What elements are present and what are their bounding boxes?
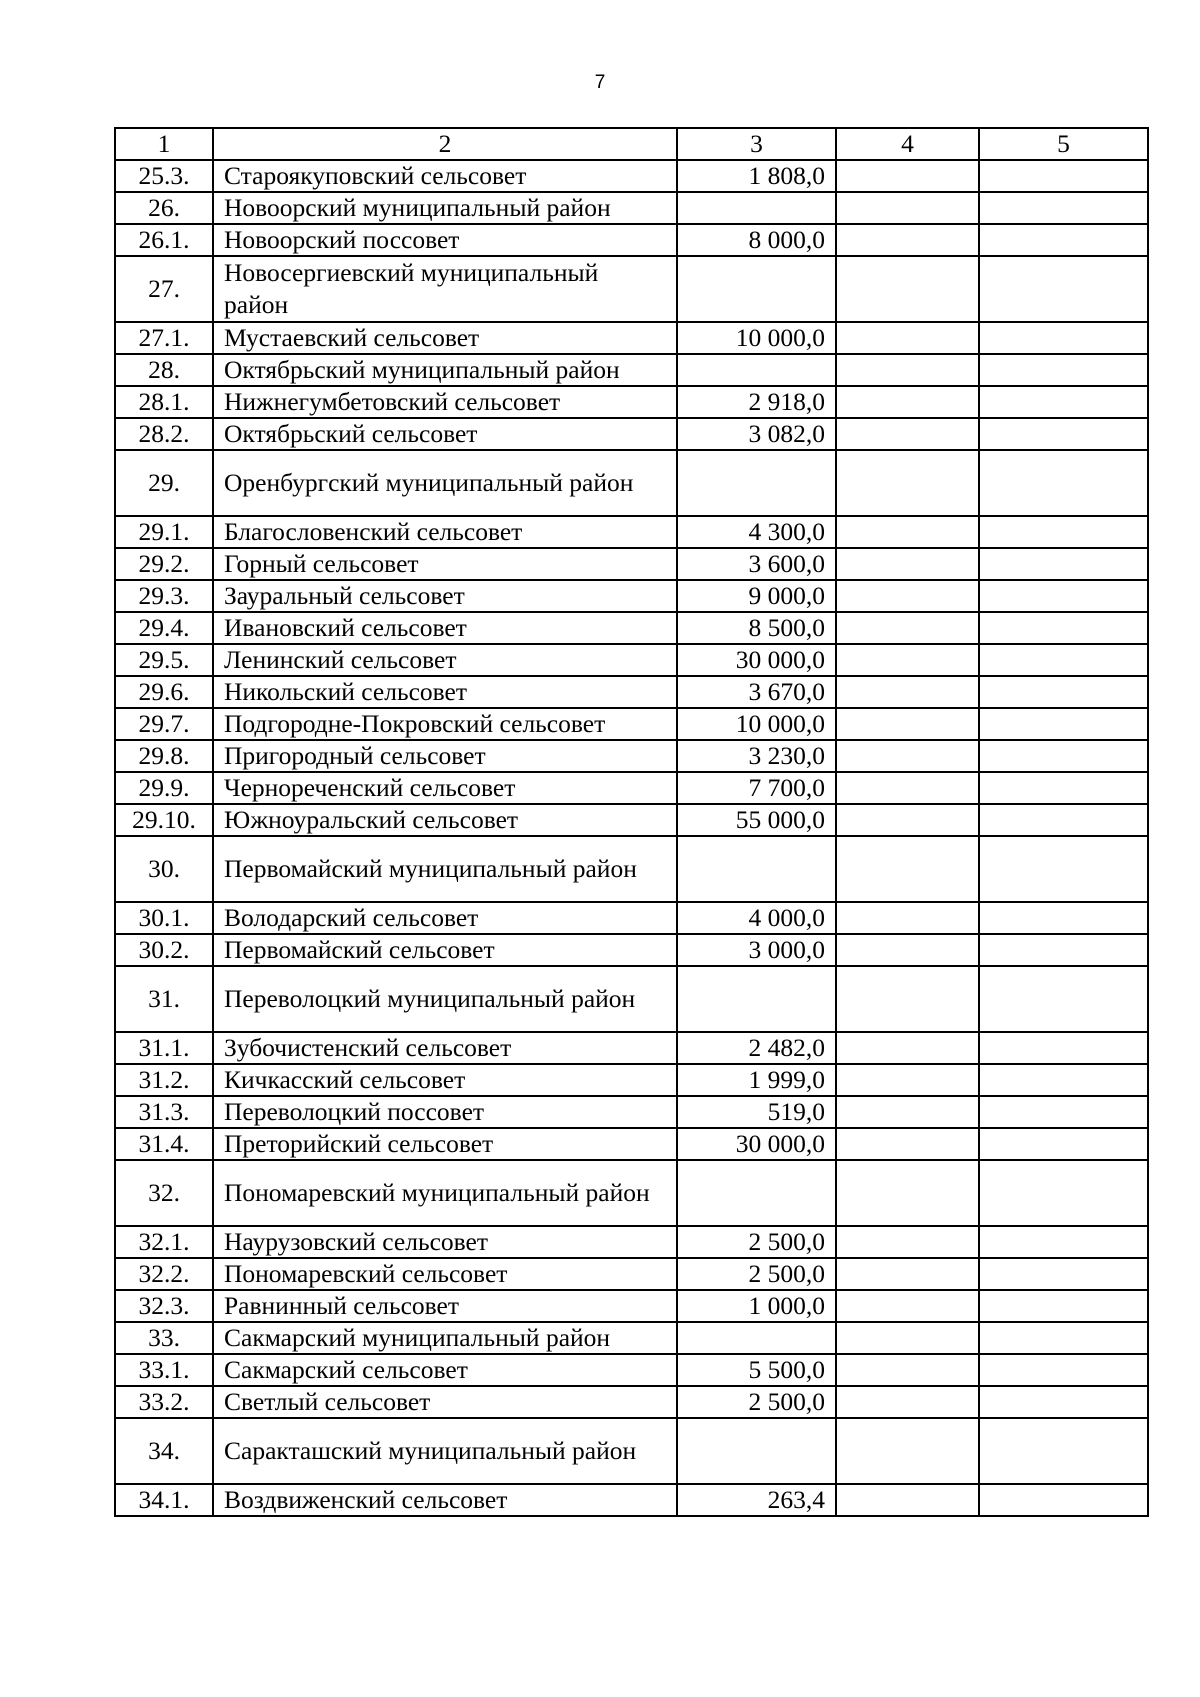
row-number-cell: 31.3. [115, 1096, 213, 1128]
table-row [115, 772, 1148, 804]
row-name-cell: Воздвиженский сельсовет [213, 1484, 677, 1516]
row-name-cell: Оренбургский муниципальный район [213, 450, 677, 516]
row-value-cell: 10 000,0 [677, 708, 836, 740]
row-number-cell: 30.2. [115, 934, 213, 966]
row-value-cell: 30 000,0 [677, 1128, 836, 1160]
table-row [115, 804, 1148, 836]
row-number-cell: 29.4. [115, 612, 213, 644]
row-col5-cell [979, 1418, 1148, 1484]
row-name-cell: Первомайский сельсовет [213, 934, 677, 966]
row-col4-cell [836, 224, 979, 256]
row-col5-cell [979, 322, 1148, 354]
row-value-cell: 9 000,0 [677, 580, 836, 612]
row-col4-cell [836, 836, 979, 902]
table-row [115, 1290, 1148, 1322]
table-row [115, 644, 1148, 676]
row-name-cell: Чернореченский сельсовет [213, 772, 677, 804]
table-row [115, 354, 1148, 386]
row-number-cell: 34.1. [115, 1484, 213, 1516]
row-col4-cell [836, 676, 979, 708]
row-value-cell: 2 500,0 [677, 1386, 836, 1418]
table-row [115, 418, 1148, 450]
row-col5-cell [979, 902, 1148, 934]
row-value-cell: 519,0 [677, 1096, 836, 1128]
row-name-cell: Мустаевский сельсовет [213, 322, 677, 354]
header-row [115, 128, 1148, 160]
row-number-cell: 32.1. [115, 1226, 213, 1258]
row-col5-cell [979, 804, 1148, 836]
row-name-cell: Подгородне-Покровский сельсовет [213, 708, 677, 740]
header-cell-5: 5 [979, 128, 1148, 160]
row-col5-cell [979, 1354, 1148, 1386]
row-col5-cell [979, 708, 1148, 740]
row-value-cell: 3 670,0 [677, 676, 836, 708]
row-number-cell: 25.3. [115, 160, 213, 192]
row-col4-cell [836, 548, 979, 580]
row-col4-cell [836, 1064, 979, 1096]
row-number-cell: 28. [115, 354, 213, 386]
row-number-cell: 29.10. [115, 804, 213, 836]
row-number-cell: 32.3. [115, 1290, 213, 1322]
row-value-cell: 8 000,0 [677, 224, 836, 256]
row-value-cell: 3 600,0 [677, 548, 836, 580]
row-name-cell: Зубочистенский сельсовет [213, 1032, 677, 1064]
row-col5-cell [979, 1484, 1148, 1516]
row-col5-cell [979, 224, 1148, 256]
row-name-cell: Зауральный сельсовет [213, 580, 677, 612]
row-name-cell: Преторийский сельсовет [213, 1128, 677, 1160]
row-col4-cell [836, 1032, 979, 1064]
table-row [115, 386, 1148, 418]
row-value-cell: 2 500,0 [677, 1258, 836, 1290]
row-name-cell: Володарский сельсовет [213, 902, 677, 934]
row-col5-cell [979, 1226, 1148, 1258]
table-row [115, 1160, 1148, 1226]
row-value-cell: 1 999,0 [677, 1064, 836, 1096]
table-row [115, 1418, 1148, 1484]
row-name-cell: Благословенский сельсовет [213, 516, 677, 548]
row-value-cell: 2 500,0 [677, 1226, 836, 1258]
row-col4-cell [836, 772, 979, 804]
row-col4-cell [836, 160, 979, 192]
table-row [115, 580, 1148, 612]
row-number-cell: 33.2. [115, 1386, 213, 1418]
row-name-cell: Октябрьский муниципальный район [213, 354, 677, 386]
row-number-cell: 31.4. [115, 1128, 213, 1160]
row-value-cell: 4 000,0 [677, 902, 836, 934]
row-name-cell: Новосергиевский муниципальный район [213, 256, 677, 322]
row-number-cell: 31. [115, 966, 213, 1032]
row-number-cell: 29.2. [115, 548, 213, 580]
row-col4-cell [836, 1258, 979, 1290]
row-col5-cell [979, 192, 1148, 224]
row-value-cell [677, 354, 836, 386]
table-row [115, 224, 1148, 256]
row-col4-cell [836, 354, 979, 386]
row-col5-cell [979, 772, 1148, 804]
row-col5-cell [979, 836, 1148, 902]
table-row [115, 1354, 1148, 1386]
row-value-cell: 1 000,0 [677, 1290, 836, 1322]
row-col5-cell [979, 1096, 1148, 1128]
table-row [115, 1064, 1148, 1096]
row-name-cell: Сакмарский муниципальный район [213, 1322, 677, 1354]
table-row [115, 1226, 1148, 1258]
row-col5-cell [979, 1032, 1148, 1064]
header-cell-1: 1 [115, 128, 213, 160]
row-col5-cell [979, 612, 1148, 644]
row-name-cell: Пономаревский сельсовет [213, 1258, 677, 1290]
row-col5-cell [979, 354, 1148, 386]
row-number-cell: 29.7. [115, 708, 213, 740]
row-col4-cell [836, 1322, 979, 1354]
row-col4-cell [836, 386, 979, 418]
row-name-cell: Кичкасский сельсовет [213, 1064, 677, 1096]
row-number-cell: 33. [115, 1322, 213, 1354]
row-col4-cell [836, 1484, 979, 1516]
row-name-cell: Переволоцкий поссовет [213, 1096, 677, 1128]
row-value-cell: 30 000,0 [677, 644, 836, 676]
row-number-cell: 34. [115, 1418, 213, 1484]
row-number-cell: 26. [115, 192, 213, 224]
row-number-cell: 32. [115, 1160, 213, 1226]
row-value-cell [677, 1322, 836, 1354]
table-row [115, 1128, 1148, 1160]
row-col4-cell [836, 966, 979, 1032]
table-row [115, 966, 1148, 1032]
row-value-cell: 2 918,0 [677, 386, 836, 418]
row-col5-cell [979, 256, 1148, 322]
row-col4-cell [836, 934, 979, 966]
row-col5-cell [979, 160, 1148, 192]
row-value-cell [677, 966, 836, 1032]
row-value-cell: 10 000,0 [677, 322, 836, 354]
row-col4-cell [836, 322, 979, 354]
row-col4-cell [836, 1160, 979, 1226]
table-row [115, 708, 1148, 740]
row-name-cell: Октябрьский сельсовет [213, 418, 677, 450]
row-col4-cell [836, 804, 979, 836]
row-value-cell: 7 700,0 [677, 772, 836, 804]
row-value-cell: 3 000,0 [677, 934, 836, 966]
table-row [115, 1258, 1148, 1290]
row-name-cell: Первомайский муниципальный район [213, 836, 677, 902]
row-value-cell [677, 1160, 836, 1226]
table-row [115, 1386, 1148, 1418]
table-row [115, 160, 1148, 192]
row-col5-cell [979, 1128, 1148, 1160]
row-name-cell: Никольский сельсовет [213, 676, 677, 708]
header-cell-4: 4 [836, 128, 979, 160]
row-number-cell: 31.1. [115, 1032, 213, 1064]
row-col4-cell [836, 1290, 979, 1322]
row-value-cell [677, 192, 836, 224]
row-number-cell: 30.1. [115, 902, 213, 934]
table-row [115, 902, 1148, 934]
row-col4-cell [836, 450, 979, 516]
row-value-cell: 8 500,0 [677, 612, 836, 644]
row-col5-cell [979, 1322, 1148, 1354]
row-col5-cell [979, 740, 1148, 772]
row-number-cell: 26.1. [115, 224, 213, 256]
row-number-cell: 33.1. [115, 1354, 213, 1386]
row-value-cell: 3 082,0 [677, 418, 836, 450]
row-name-cell: Пригородный сельсовет [213, 740, 677, 772]
row-col4-cell [836, 418, 979, 450]
row-col5-cell [979, 516, 1148, 548]
row-col4-cell [836, 1418, 979, 1484]
row-col5-cell [979, 676, 1148, 708]
row-col4-cell [836, 192, 979, 224]
row-col4-cell [836, 256, 979, 322]
table-row [115, 256, 1148, 322]
page-number: 7 [594, 72, 606, 93]
row-name-cell: Ивановский сельсовет [213, 612, 677, 644]
row-value-cell: 2 482,0 [677, 1032, 836, 1064]
table-row [115, 548, 1148, 580]
row-number-cell: 29.9. [115, 772, 213, 804]
row-number-cell: 30. [115, 836, 213, 902]
row-value-cell [677, 1418, 836, 1484]
row-col4-cell [836, 1386, 979, 1418]
row-value-cell [677, 836, 836, 902]
table-row [115, 740, 1148, 772]
row-number-cell: 28.1. [115, 386, 213, 418]
row-col4-cell [836, 644, 979, 676]
table-row [115, 1322, 1148, 1354]
table-row [115, 1032, 1148, 1064]
row-col5-cell [979, 1290, 1148, 1322]
row-name-cell: Южноуральский сельсовет [213, 804, 677, 836]
row-name-cell: Сакмарский сельсовет [213, 1354, 677, 1386]
row-name-cell: Ленинский сельсовет [213, 644, 677, 676]
row-col4-cell [836, 1128, 979, 1160]
row-value-cell [677, 450, 836, 516]
table-row [115, 934, 1148, 966]
row-col4-cell [836, 612, 979, 644]
row-col5-cell [979, 580, 1148, 612]
row-value-cell: 263,4 [677, 1484, 836, 1516]
row-name-cell: Пономаревский муниципальный район [213, 1160, 677, 1226]
table-row [115, 192, 1148, 224]
row-number-cell: 32.2. [115, 1258, 213, 1290]
row-name-cell: Нижнегумбетовский сельсовет [213, 386, 677, 418]
table-row [115, 1096, 1148, 1128]
row-col4-cell [836, 1226, 979, 1258]
row-col5-cell [979, 386, 1148, 418]
table-row [115, 676, 1148, 708]
row-col4-cell [836, 516, 979, 548]
table-row [115, 1484, 1148, 1516]
row-value-cell: 4 300,0 [677, 516, 836, 548]
row-value-cell: 3 230,0 [677, 740, 836, 772]
row-col5-cell [979, 934, 1148, 966]
row-col5-cell [979, 548, 1148, 580]
header-cell-2: 2 [213, 128, 677, 160]
row-name-cell: Равнинный сельсовет [213, 1290, 677, 1322]
row-number-cell: 27. [115, 256, 213, 322]
allocation-table [114, 127, 1149, 1517]
row-name-cell: Светлый сельсовет [213, 1386, 677, 1418]
row-value-cell: 5 500,0 [677, 1354, 836, 1386]
row-number-cell: 31.2. [115, 1064, 213, 1096]
row-col4-cell [836, 708, 979, 740]
row-col4-cell [836, 1096, 979, 1128]
row-value-cell: 55 000,0 [677, 804, 836, 836]
table-row [115, 322, 1148, 354]
row-number-cell: 28.2. [115, 418, 213, 450]
row-name-cell: Саракташский муниципальный район [213, 1418, 677, 1484]
row-name-cell: Староякуповский сельсовет [213, 160, 677, 192]
row-name-cell: Наурузовский сельсовет [213, 1226, 677, 1258]
row-col4-cell [836, 580, 979, 612]
row-col5-cell [979, 1386, 1148, 1418]
row-number-cell: 29. [115, 450, 213, 516]
row-col5-cell [979, 450, 1148, 516]
row-value-cell: 1 808,0 [677, 160, 836, 192]
row-number-cell: 27.1. [115, 322, 213, 354]
table-row [115, 836, 1148, 902]
row-col5-cell [979, 1160, 1148, 1226]
row-col5-cell [979, 644, 1148, 676]
row-col5-cell [979, 418, 1148, 450]
row-col5-cell [979, 966, 1148, 1032]
row-name-cell: Новоорский поссовет [213, 224, 677, 256]
row-name-cell: Горный сельсовет [213, 548, 677, 580]
row-col5-cell [979, 1064, 1148, 1096]
row-col5-cell [979, 1258, 1148, 1290]
row-value-cell [677, 256, 836, 322]
row-name-cell: Новоорский муниципальный район [213, 192, 677, 224]
row-number-cell: 29.3. [115, 580, 213, 612]
row-number-cell: 29.5. [115, 644, 213, 676]
table-row [115, 516, 1148, 548]
row-name-cell: Переволоцкий муниципальный район [213, 966, 677, 1032]
row-col4-cell [836, 740, 979, 772]
table-row [115, 612, 1148, 644]
row-number-cell: 29.1. [115, 516, 213, 548]
row-number-cell: 29.8. [115, 740, 213, 772]
header-cell-3: 3 [677, 128, 836, 160]
row-col4-cell [836, 1354, 979, 1386]
row-col4-cell [836, 902, 979, 934]
row-number-cell: 29.6. [115, 676, 213, 708]
table-row [115, 450, 1148, 516]
